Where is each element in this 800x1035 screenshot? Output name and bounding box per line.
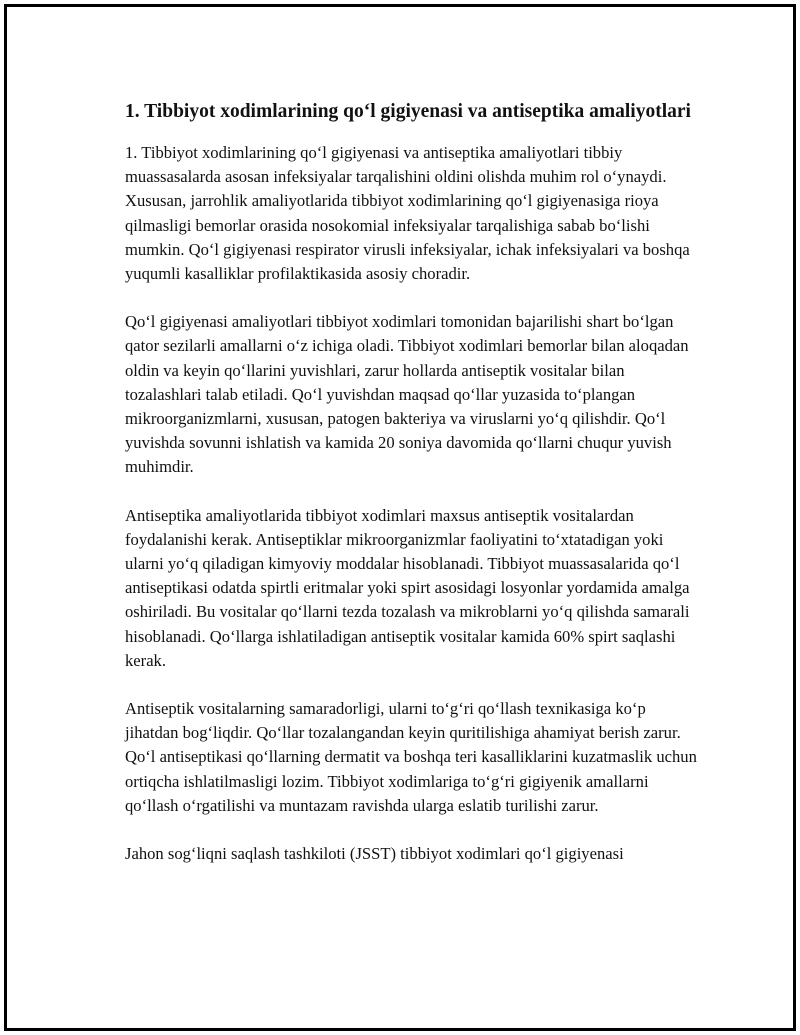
page-frame xyxy=(4,4,796,1031)
paragraph-intro: 1. Tibbiyot xodimlarining qo‘l gigiyenasi va antiseptika amaliyotlari tibbiy muassasalarda asosan infeksiyalar tarqalishini oldini olishda muhim rol o‘ynaydi. Xususan, jarrohlik amaliyotlarida tibbiyot xodimlarining qo‘l gigiyenasiga rioya qilmasligi bemorlar orasida nosokomial infeksiyalar tarqalishiga sabab bo‘lishi mumkin. Qo‘l gigiyenasi respirator virusli infeksiyalar, ichak infeksiyalari va boshqa yuqumli kasalliklar profilaktikasida asosiy choradir. xyxy=(125,143,690,284)
paragraph-hand-washing: Qo‘l gigiyenasi amaliyotlari tibbiyot xodimlari tomonidan bajarilishi shart bo‘lgan qator sezilarli amallarni o‘z ichiga oladi. Tibbiyot xodimlari bemorlar bilan aloqadan oldin va keyin qo‘llarini yuvishlari, zarur hollarda antiseptik vositalar bilan tozalashlari talab etiladi. Qo‘l yuvishdan maqsad qo‘llar yuzasida to‘plangan mikroorganizmlarni, xususan, patogen bakteriya va viruslarni yo‘q qilishdir. Qo‘l yuvishda sovunni ishlatish va kamida 20 soniya davomida qo‘llarni chuqur yuvish muhimdir. xyxy=(125,312,689,477)
paragraph-effectiveness: Antiseptik vositalarning samaradorligi, ularni to‘g‘ri qo‘llash texnikasiga ko‘p jihatdan bog‘liqdir. Qo‘llar tozalangandan keyin quritilishiga ahamiyat berish zarur. Qo‘l antiseptikasi qo‘llarning dermatit va boshqa teri kasalliklarini kuzatmaslik uchun ortiqcha ishlatilmasligi lozim. Tibbiyot xodimlariga to‘g‘ri gigiyenik amallarni qo‘llash o‘rgatilishi va muntazam ravishda ularga eslatib turilishi zarur. xyxy=(125,699,697,815)
paragraph-antiseptics: Antiseptika amaliyotlarida tibbiyot xodimlari maxsus antiseptik vositalardan foydalanishi kerak. Antiseptiklar mikroorganizmlar faoliyatini to‘xtatadigan yoki ularni yo‘q qiladigan kimyoviy moddalar hisoblanadi. Tibbiyot muassasalarida qo‘l antiseptikasi odatda spirtli eritmalar yoki spirt asosidagi losyonlar yordamida amalga oshiriladi. Bu vositalar qo‘llarni tezda tozalash va mikroblarni yo‘q qilishda samarali hisoblanadi. Qo‘llarga ishlatiladigan antiseptik vositalar kamida 60% spirt saqlashi kerak. xyxy=(125,505,690,670)
document-body xyxy=(125,99,700,890)
paragraph-who: Jahon sog‘liqni saqlash tashkiloti (JSST) tibbiyot xodimlari qo‘l gigiyenasi xyxy=(125,844,624,864)
section-heading: 1. Tibbiyot xodimlarining qo‘l gigiyenasi va antiseptika amaliyotlari xyxy=(125,101,691,122)
